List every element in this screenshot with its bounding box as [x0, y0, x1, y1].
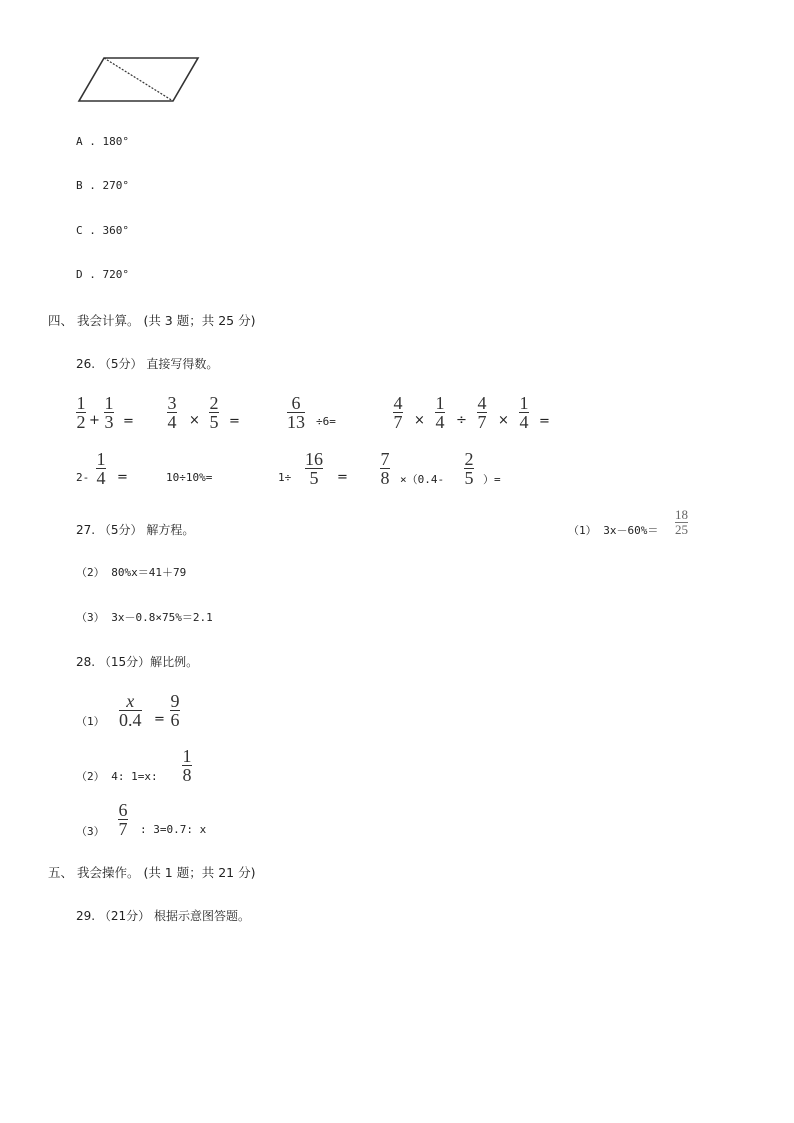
expression-text: ）= [483, 473, 501, 486]
q29-heading: 29. （21分） 根据示意图答题。 [76, 909, 250, 923]
option-label: C . [76, 224, 96, 237]
sub-label: （3） [76, 825, 105, 838]
times-sign: × [498, 413, 509, 428]
expression-text: ÷6= [316, 415, 336, 428]
equation-1: （1） 3x－60%＝ [568, 524, 659, 537]
equals-sign: = [337, 470, 348, 485]
fraction: 1 3 [104, 393, 114, 432]
equals-sign: = [123, 414, 134, 429]
fraction: 2 5 [464, 449, 474, 488]
expression-text: 10÷10%= [166, 471, 213, 484]
fraction: 18 25 [675, 507, 688, 537]
option-value: 180° [102, 135, 129, 148]
option-label: A . [76, 135, 96, 148]
fraction: 9 6 [170, 691, 180, 730]
expression-text: 2- [76, 471, 90, 484]
equals-sign: = [154, 712, 165, 727]
option-a[interactable] [76, 135, 129, 148]
section-4-title: 四、 我会计算。 (共 3 题；共 25 分) [48, 313, 256, 328]
fraction: 4 7 [393, 393, 403, 432]
equals-sign: = [539, 414, 550, 429]
proportion-2: （2） 4: 1=x: [76, 770, 158, 783]
fraction: 4 7 [477, 393, 487, 432]
equals-sign: = [117, 470, 128, 485]
fraction: x 0.4 [119, 691, 142, 730]
plus-sign: + [89, 413, 100, 428]
times-sign: × [189, 413, 200, 428]
expression-text: ×（0.4- [400, 473, 445, 486]
fraction: 1 8 [182, 746, 192, 785]
equals-sign: = [229, 414, 240, 429]
option-label: D . [76, 268, 96, 281]
proportion-3: : 3=0.7: x [140, 823, 207, 836]
parallelogram-figure [76, 54, 202, 106]
q26-heading: 26. （5分） 直接写得数。 [76, 357, 219, 371]
fraction: 1 2 [76, 393, 86, 432]
expression-text: 1÷ [278, 471, 292, 484]
fraction: 16 5 [305, 449, 323, 488]
fraction: 3 4 [167, 393, 177, 432]
option-c[interactable] [76, 224, 129, 237]
times-sign: × [414, 413, 425, 428]
q27-heading: 27. （5分） 解方程。 [76, 523, 195, 537]
fraction: 6 13 [287, 393, 305, 432]
option-value: 270° [102, 179, 129, 192]
divide-sign: ÷ [456, 413, 467, 428]
option-value: 720° [102, 268, 129, 281]
fraction: 1 4 [96, 449, 106, 488]
option-label: B . [76, 179, 96, 192]
sub-label: （1） [76, 715, 105, 728]
fraction: 1 4 [435, 393, 445, 432]
fraction: 7 8 [380, 449, 390, 488]
fraction: 6 7 [118, 800, 128, 839]
option-b[interactable] [76, 179, 129, 192]
equation-3: （3） 3x－0.8×75%＝2.1 [76, 611, 213, 624]
equation-2: （2） 80%x＝41＋79 [76, 566, 187, 579]
fraction: 1 4 [519, 393, 529, 432]
fraction: 2 5 [209, 393, 219, 432]
option-value: 360° [102, 224, 129, 237]
option-d[interactable] [76, 268, 129, 281]
section-5-title: 五、 我会操作。 (共 1 题；共 21 分) [48, 865, 256, 880]
q28-heading: 28. （15分）解比例。 [76, 655, 199, 669]
